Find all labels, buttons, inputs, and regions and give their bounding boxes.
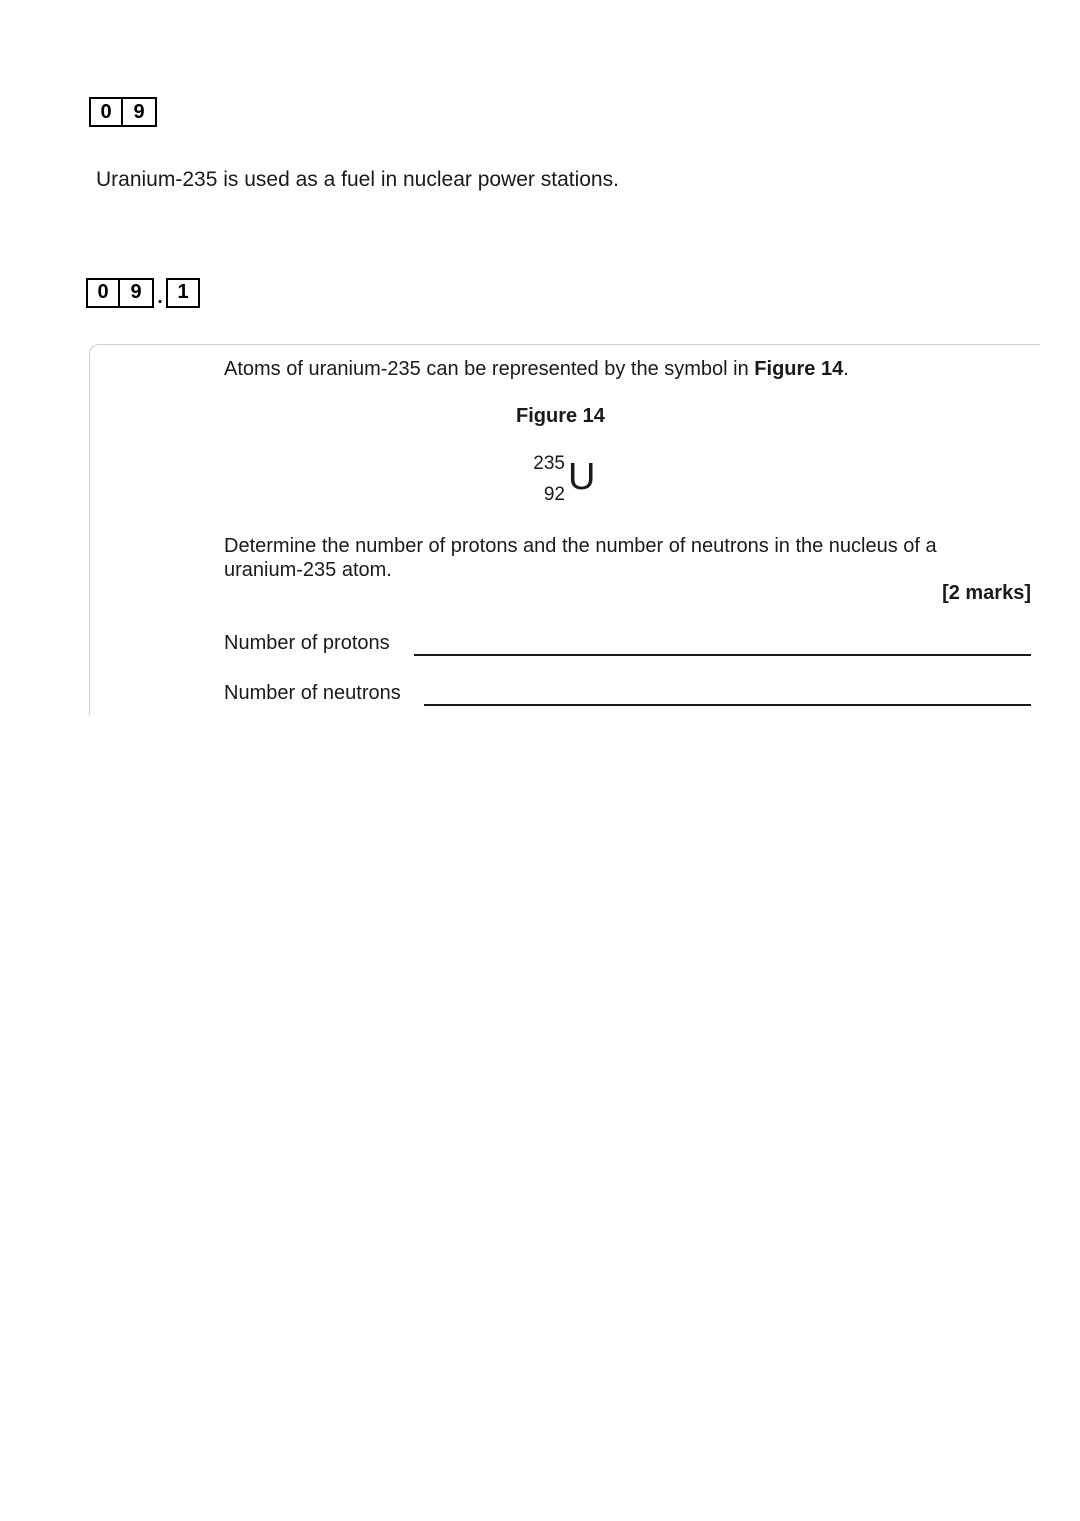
protons-answer-label: Number of protons [224,632,390,654]
question-intro-text: Uranium-235 is used as a fuel in nuclear power stations. [96,168,619,191]
subquestion-number-box [86,276,200,309]
question-number-digit-1: 0 [89,97,123,127]
marks-label: [2 marks] [942,582,1031,604]
question-number-box [89,97,157,127]
subquestion-number-digit-2: 9 [120,278,154,308]
subquestion-number-digit-3: 1 [166,278,200,308]
atomic-number: 92 [543,484,565,505]
protons-answer-line[interactable] [414,654,1031,656]
question-number-digit-2: 9 [123,97,157,127]
figure-caption: Figure 14 [516,405,605,427]
neutrons-answer-line[interactable] [424,704,1031,706]
subquestion-instruction: Determine the number of protons and the number of neutrons in the nucleus of a uranium-235 atom. [224,535,937,581]
neutrons-answer-label: Number of neutrons [224,682,401,704]
subquestion-number-digit-1: 0 [86,278,120,308]
statement-figure-ref: Figure 14 [754,358,844,380]
subquestion-number-separator: . [157,286,163,308]
statement-suffix: . [843,358,849,380]
nuclide-symbol [525,450,605,510]
element-symbol: U [568,456,596,498]
mass-number: 235 [533,453,565,474]
subquestion-statement [224,357,849,381]
statement-prefix: Atoms of uranium-235 can be represented by the symbol in [224,358,755,380]
subquestion-panel [89,344,1040,715]
